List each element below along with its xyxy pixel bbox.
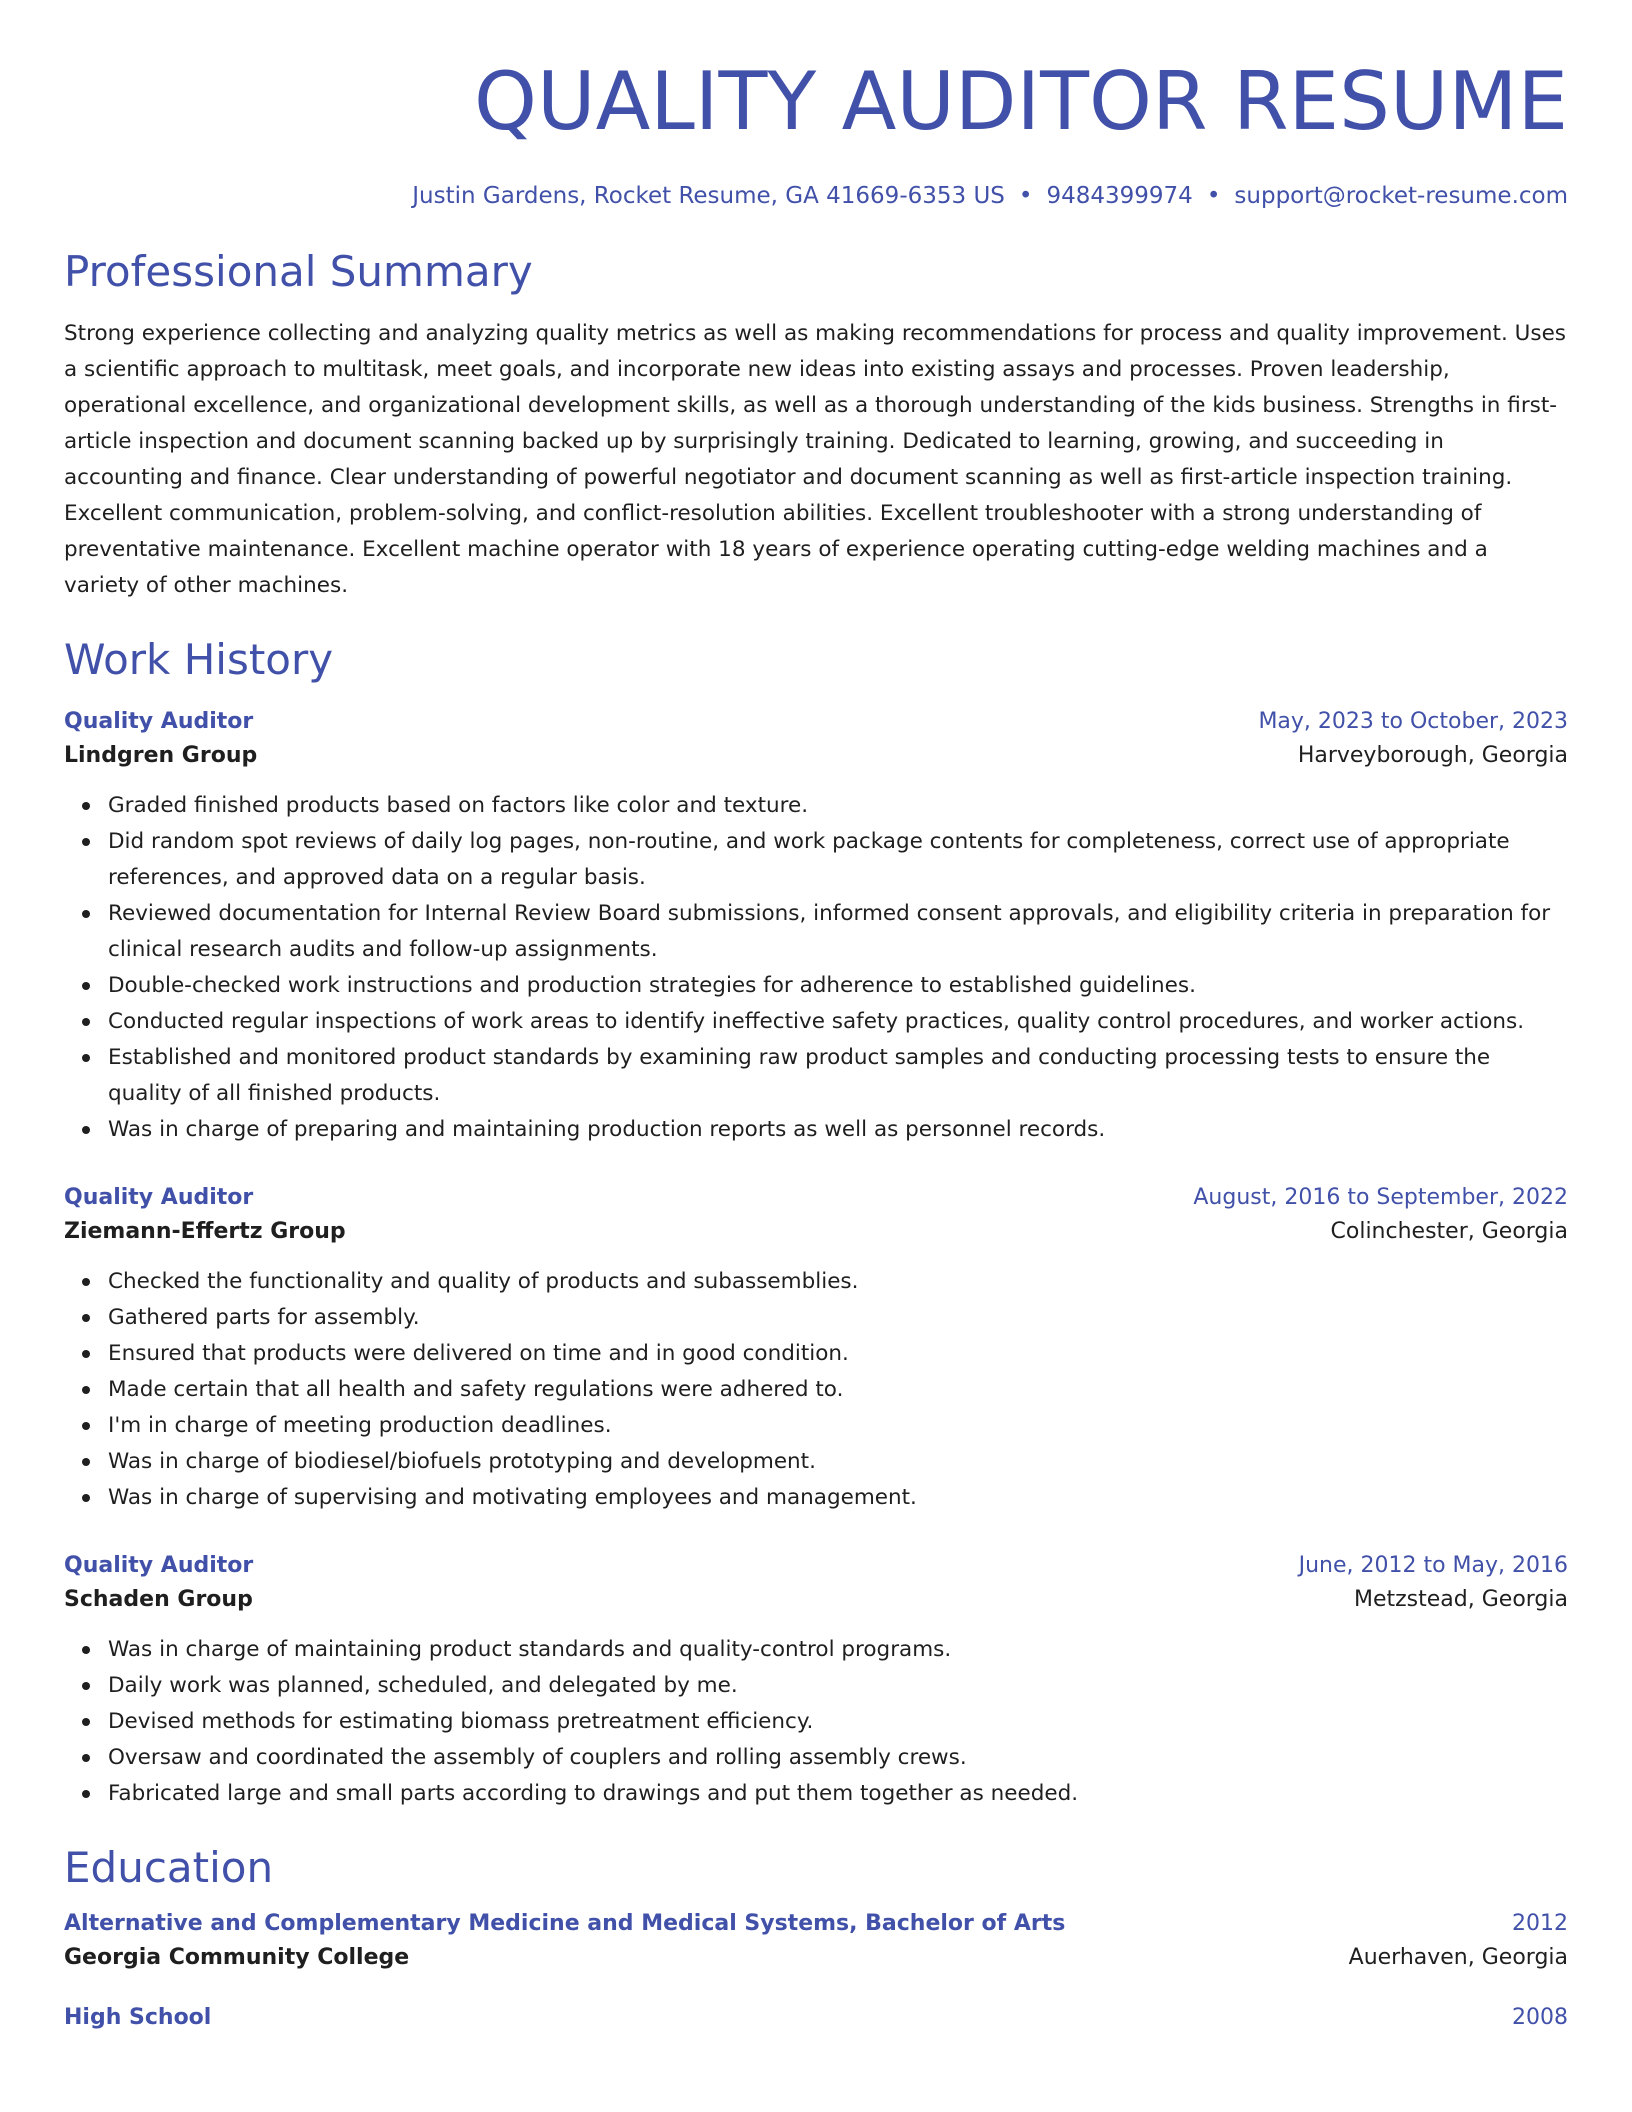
job-bullet: Conducted regular inspections of work areas to identify ineffective safety practices, quality control procedures, and worker actions. <box>108 1004 1568 1040</box>
job-entry <box>64 706 1568 1148</box>
job-company-row <box>64 1582 1568 1618</box>
job-bullet: Was in charge of preparing and maintaining production reports as well as personnel records. <box>108 1112 1568 1148</box>
job-title: Quality Auditor <box>64 709 254 734</box>
contact-separator: • <box>1018 183 1033 209</box>
education-location: Auerhaven, Georgia <box>1348 1945 1568 1970</box>
education-year: 2012 <box>1512 1911 1568 1936</box>
education-degree: Alternative and Complementary Medicine and Medical Systems, Bachelor of Arts <box>64 1911 1066 1936</box>
job-bullet: Established and monitored product standards by examining raw product samples and conducting processing tests to ensure the quality of all finished products. <box>108 1040 1568 1112</box>
job-company-row <box>64 738 1568 774</box>
job-bullet: Was in charge of biodiesel/biofuels prototyping and development. <box>108 1444 1568 1480</box>
job-bullet: Was in charge of supervising and motivating employees and management. <box>108 1480 1568 1516</box>
job-entry <box>64 1182 1568 1516</box>
job-bullet: Daily work was planned, scheduled, and delegated by me. <box>108 1668 1568 1704</box>
job-bullet: Graded finished products based on factors like color and texture. <box>108 788 1568 824</box>
job-company-row <box>64 1214 1568 1250</box>
education-header-row <box>64 1908 1568 1940</box>
job-bullets <box>64 788 1568 1148</box>
job-bullets <box>64 1264 1568 1516</box>
contact-separator: • <box>1206 183 1221 209</box>
job-title: Quality Auditor <box>64 1185 254 1210</box>
job-bullet: Ensured that products were delivered on time and in good condition. <box>108 1336 1568 1372</box>
job-header-row <box>64 1182 1568 1214</box>
job-bullet: Reviewed documentation for Internal Review Board submissions, informed consent approvals, and eligibility criteria in preparation for clinical research audits and follow-up assignments. <box>108 896 1568 968</box>
contact-line <box>64 180 1568 212</box>
job-bullet: Oversaw and coordinated the assembly of couplers and rolling assembly crews. <box>108 1740 1568 1776</box>
job-bullet: Was in charge of maintaining product standards and quality-control programs. <box>108 1632 1568 1668</box>
job-company: Schaden Group <box>64 1587 253 1612</box>
education-entry <box>64 1908 1568 1976</box>
job-header-row <box>64 706 1568 738</box>
contact-phone: 9484399974 <box>1046 183 1193 209</box>
section-heading-education: Education <box>64 1843 274 1892</box>
job-location: Colinchester, Georgia <box>1330 1219 1568 1244</box>
resume-title: QUALITY AUDITOR RESUME <box>474 55 1568 148</box>
education-school: Georgia Community College <box>64 1945 410 1970</box>
job-dates: May, 2023 to October, 2023 <box>1258 709 1568 734</box>
section-heading-summary: Professional Summary <box>64 247 533 296</box>
education-degree: High School <box>64 2005 212 2030</box>
education-school-row <box>64 1940 1568 1976</box>
job-entry <box>64 1550 1568 1812</box>
contact-address: Justin Gardens, Rocket Resume, GA 41669-6353 US <box>412 183 1005 209</box>
job-header-row <box>64 1550 1568 1582</box>
summary-text: Strong experience collecting and analyzing quality metrics as well as making recommendations for process and quality improvement. Uses a scientific approach to multitask, meet goals, and incorporate new ideas into existing assays and processes. Proven leadership, operational excellence, and organizational development skills, as well as a thorough understanding of the kids business. Strengths in first-article inspection and document scanning backed up by surprisingly training. Dedicated to learning, growing, and succeeding in accounting and finance. Clear understanding of powerful negotiator and document scanning as well as first-article inspection training. Excellent communication, problem-solving, and conflict-resolution abilities. Excellent troubleshooter with a strong understanding of preventative maintenance. Excellent machine operator with 18 years of experience operating cutting-edge welding machines and a variety of other machines. <box>64 321 1566 598</box>
job-bullets <box>64 1632 1568 1812</box>
contact-email[interactable]: support@rocket-resume.com <box>1234 183 1568 209</box>
job-bullet: Made certain that all health and safety regulations were adhered to. <box>108 1372 1568 1408</box>
job-company: Lindgren Group <box>64 743 258 768</box>
job-location: Harveyborough, Georgia <box>1297 743 1568 768</box>
job-dates: August, 2016 to September, 2022 <box>1193 1185 1568 1210</box>
job-bullet: Gathered parts for assembly. <box>108 1300 1568 1336</box>
education-header-row <box>64 2002 1568 2034</box>
job-bullet: Fabricated large and small parts according to drawings and put them together as needed. <box>108 1776 1568 1812</box>
job-title: Quality Auditor <box>64 1553 254 1578</box>
education-entry <box>64 2002 1568 2034</box>
section-heading-work-history: Work History <box>64 635 334 684</box>
job-company: Ziemann-Effertz Group <box>64 1219 346 1244</box>
job-bullet: Devised methods for estimating biomass pretreatment efficiency. <box>108 1704 1568 1740</box>
job-bullet: Checked the functionality and quality of products and subassemblies. <box>108 1264 1568 1300</box>
job-dates: June, 2012 to May, 2016 <box>1298 1553 1568 1578</box>
job-bullet: Did random spot reviews of daily log pages, non-routine, and work package contents for completeness, correct use of appropriate references, and approved data on a regular basis. <box>108 824 1568 896</box>
job-location: Metzstead, Georgia <box>1353 1587 1568 1612</box>
education-year: 2008 <box>1512 2005 1568 2030</box>
job-bullet: Double-checked work instructions and production strategies for adherence to established guidelines. <box>108 968 1568 1004</box>
job-bullet: I'm in charge of meeting production deadlines. <box>108 1408 1568 1444</box>
